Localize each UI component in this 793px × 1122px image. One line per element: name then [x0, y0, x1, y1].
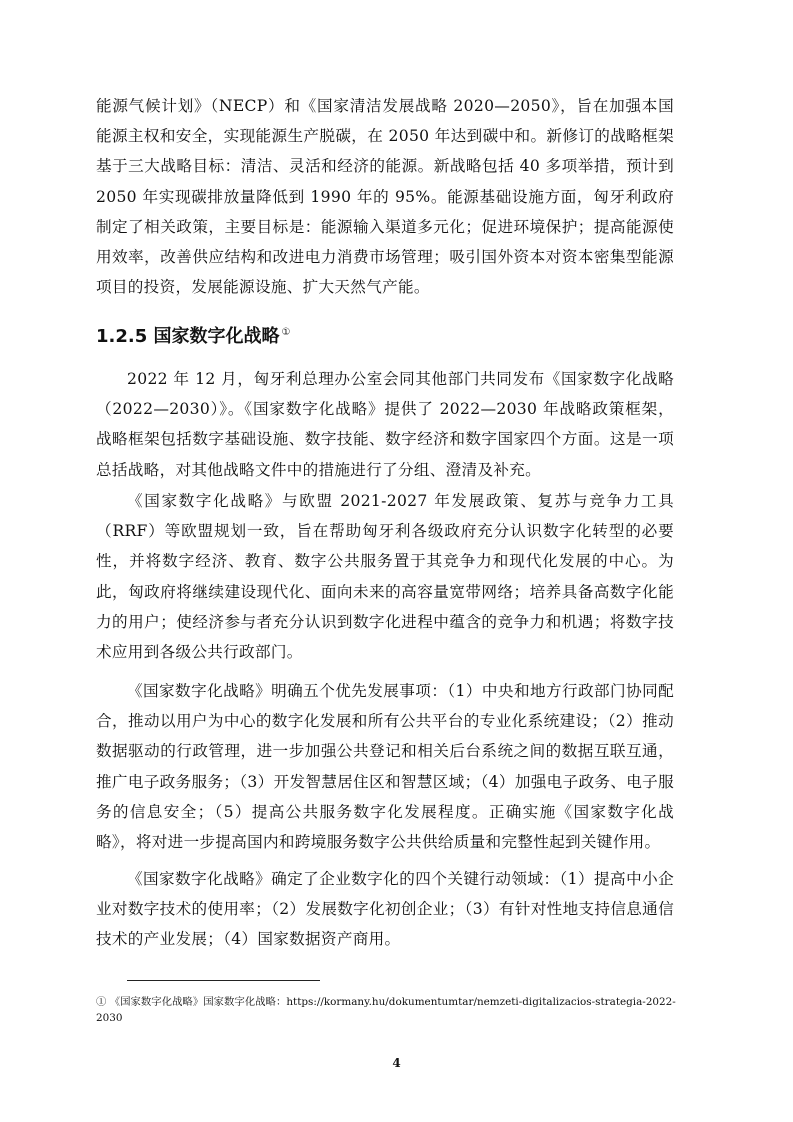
section-heading-text: 1.2.5 国家数字化战略 — [96, 326, 280, 347]
footnote-divider — [127, 980, 320, 981]
paragraph-strategy-release: 2022 年 12 月，匈牙利总理办公室会同其他部门共同发布《国家数字化战略（2022—2030）》。《国家数字化战略》提供了 2022—2030 年战略政策框架，战略框架包括数字基础设施、数字技能、数字经济和数字国家四个方面。这是一项总括战略，对其他战略文件中的措施进行了分组、澄清及补充。 — [96, 370, 674, 479]
paragraph-priorities: 《国家数字化战略》明确五个优先发展事项：（1）中央和地方行政部门协同配合，推动以用户为中心的数字化发展和所有公共平台的专业化系统建设；（2）推动数据驱动的行政管理，进一步加强公共登记和相关后台系统之间的数据互联互通，推广电子政务服务；（3）开发智慧居住区和智慧区域；（4）加强电子政务、电子服务的信息安全；（5）提高公共服务数字化发展程度。正确实施《国家数字化战略》，将对进一步提高国内和跨境服务数字公共供给质量和完整性起到关键作用。 — [96, 682, 674, 852]
paragraph-energy-policy: 能源气候计划》（NECP）和《国家清洁发展战略 2020—2050》，旨在加强本国能源主权和安全，实现能源生产脱碳，在 2050 年达到碳中和。新修订的战略框架基于三大战略目标：清洁、灵活和经济的能源。新战略包括 40 多项举措，预计到 2050 年实现碳排放量降低到 1990 年的 95%。能源基础设施方面，匈牙利政府制定了相关政策，主要目标是：能源输入渠道多元化；促进环境保护；提高能源使用效率，改善供应结构和改进电力消费市场管理；吸引国外资本对资本密集型能源项目的投资，发展能源设施、扩大天然气产能。 — [96, 97, 674, 297]
footnote: ① 《国家数字化战略》国家数字化战略：https://kormany.hu/dokumentumtar/nemzeti-digitalizacios-strategia-2022-2030 — [96, 996, 676, 1024]
paragraph-eu-alignment: 《国家数字化战略》与欧盟 2021-2027 年发展政策、复苏与竞争力工具（RRF）等欧盟规划一致，旨在帮助匈牙利各级政府充分认识数字化转型的必要性，并将数字经济、教育、数字公共服务置于其竞争力和现代化发展的中心。为此，匈政府将继续建设现代化、面向未来的高容量宽带网络；培养具备高数字化能力的用户；使经济参与者充分认识到数字化进程中蕴含的竞争力和机遇；将数字技术应用到各级公共行政部门。 — [96, 492, 674, 662]
paragraph-enterprise-actions: 《国家数字化战略》确定了企业数字化的四个关键行动领域：（1）提高中小企业对数字技术的使用率；（2）发展数字化初创企业；（3）有针对性地支持信息通信技术的产业发展；（4）国家数据资产商用。 — [96, 870, 674, 949]
page-number: 4 — [392, 1056, 401, 1070]
section-heading — [96, 318, 290, 352]
footnote-reference[interactable]: ① — [281, 327, 291, 338]
